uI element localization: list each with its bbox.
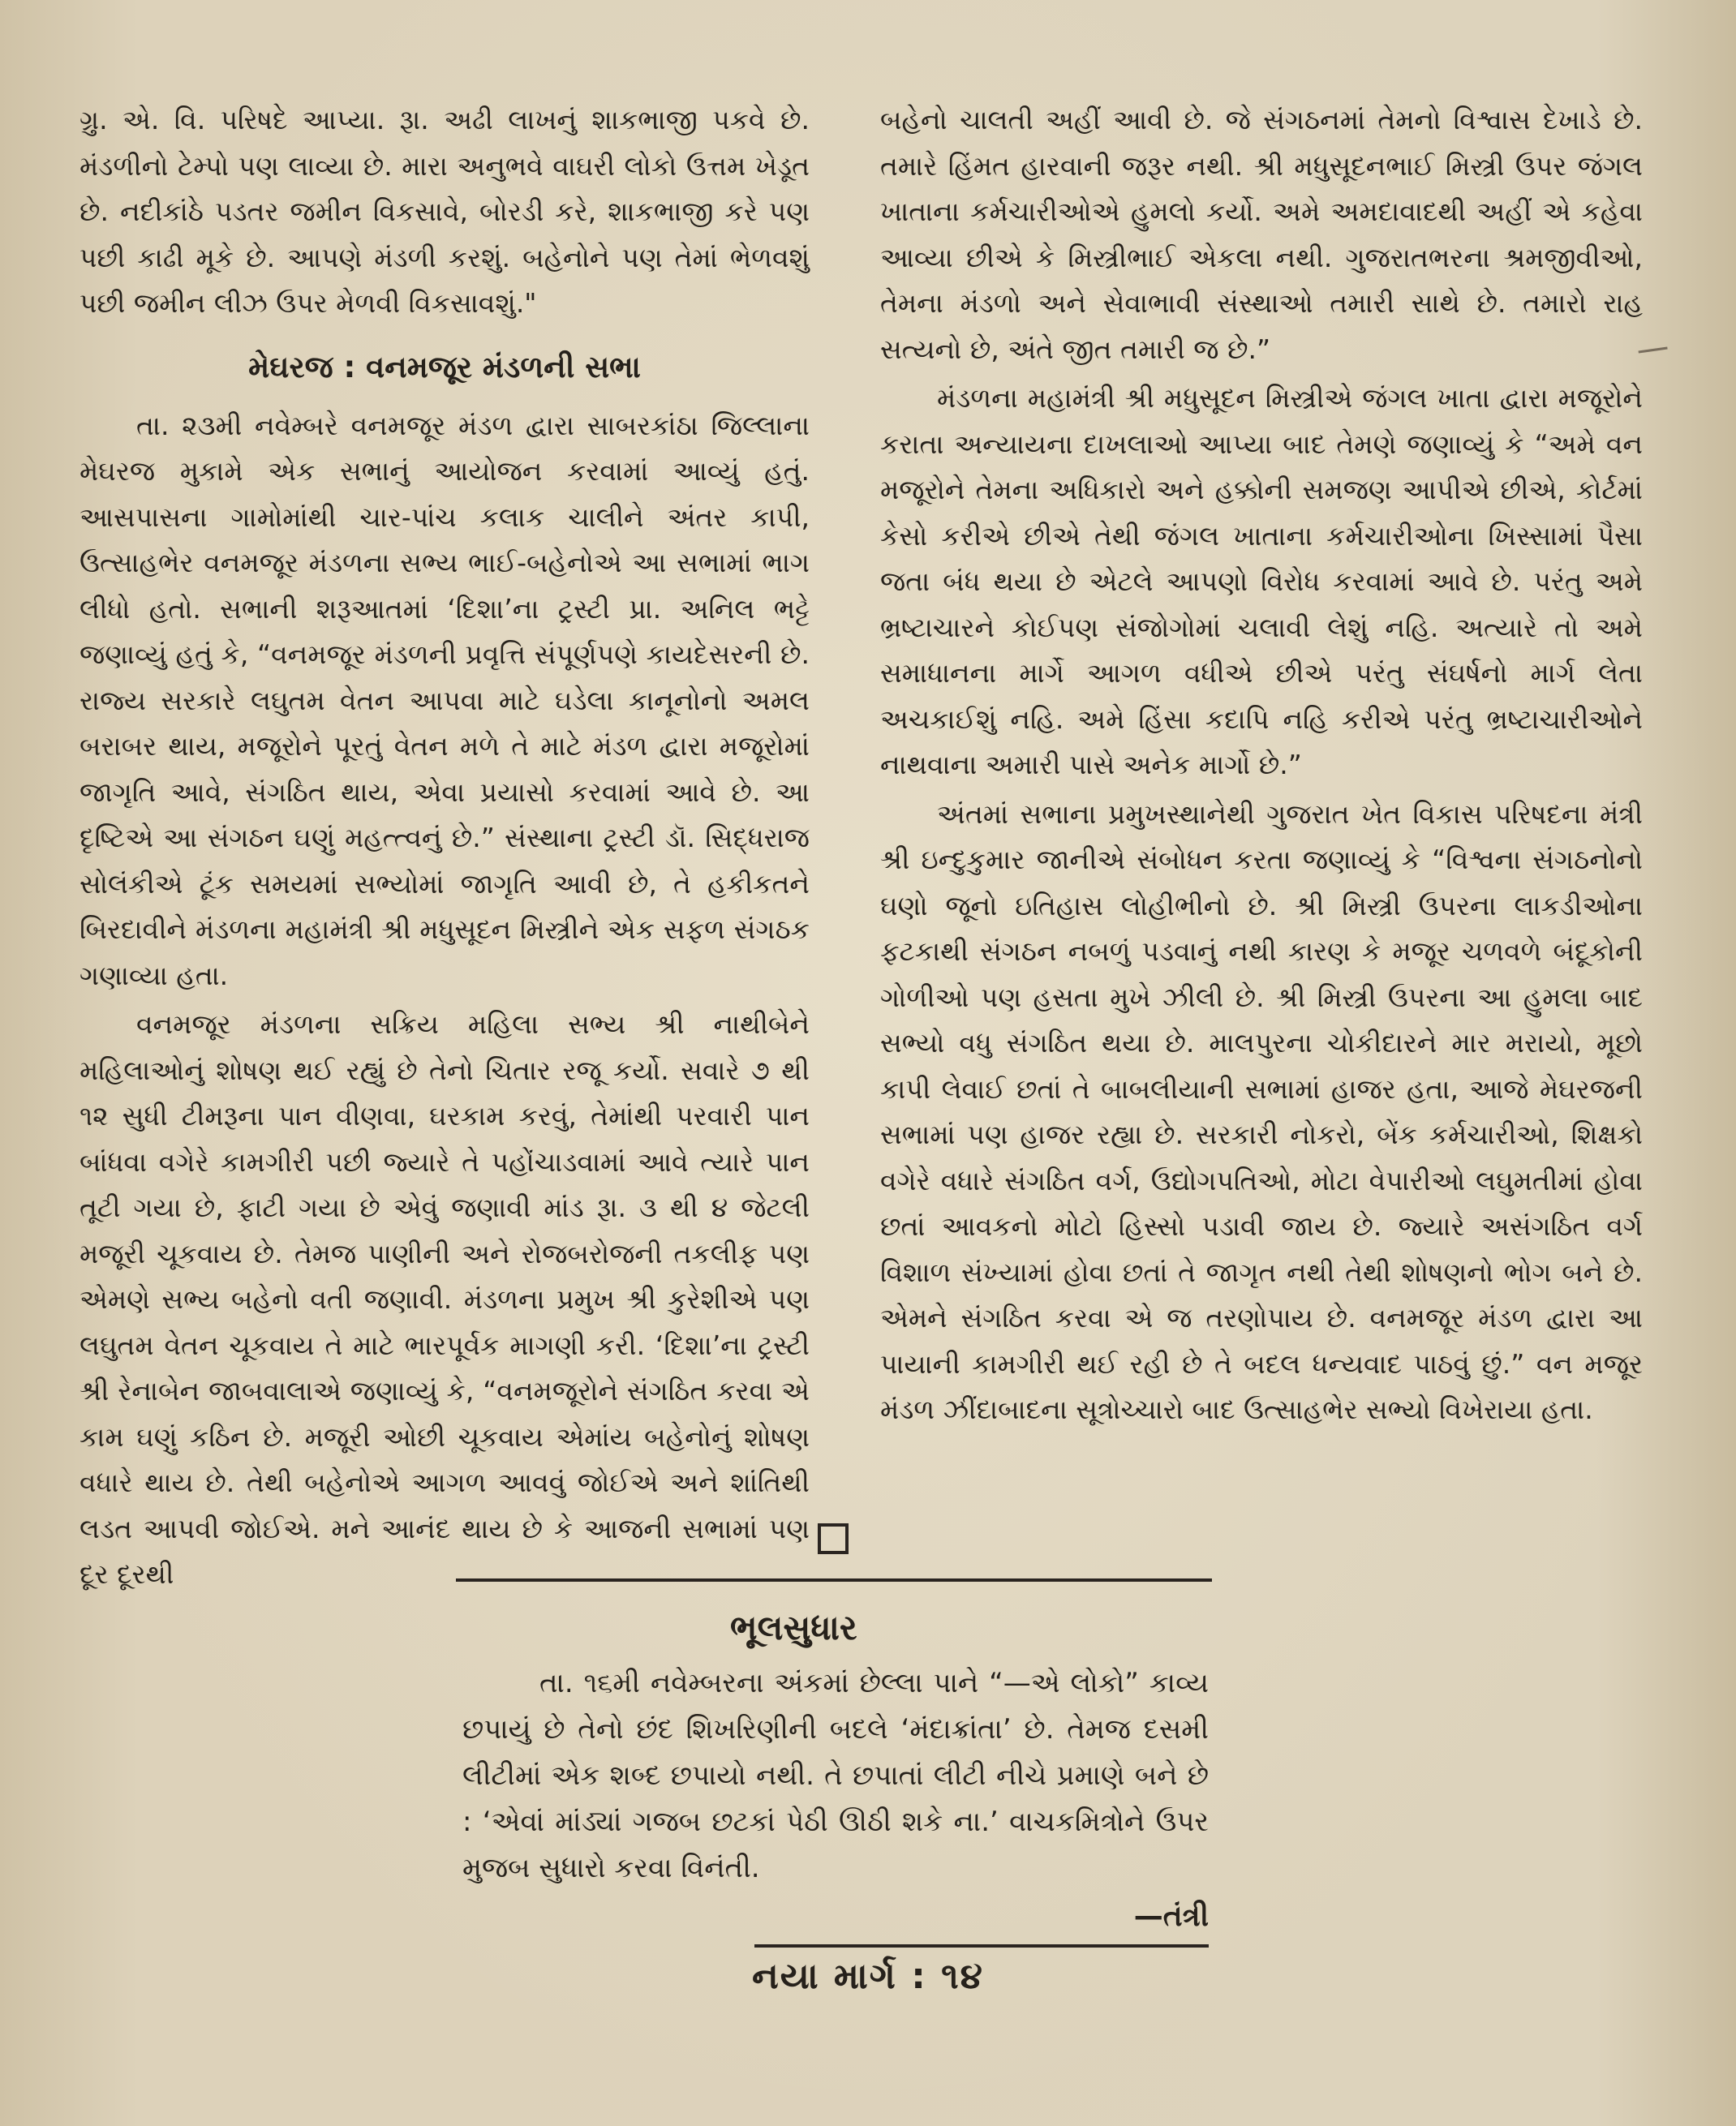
left-column	[79, 97, 810, 1598]
page-footer: નયા માર્ગ : ૧૪	[752, 1956, 984, 1997]
section-heading: મેઘરજ : વનમજૂર મંડળની સભા	[248, 349, 641, 384]
correction-title: ભૂલસુધાર	[730, 1608, 857, 1647]
right-paragraph-1: બહેનો ચાલતી અહીં આવી છે. જે સંગઠનમાં તેમનો વિશ્વાસ દેખાડે છે. તમારે હિંમત હારવાની જરૂર નથી. શ્રી મધુસૂદનભાઈ મિસ્ત્રી ઉપર જંગલ ખાતાના કર્મચારીઓએ હુમલો કર્યો. અમે અમદાવાદથી અહીં એ કહેવા આવ્યા છીએ કે મિસ્ત્રીભાઈ એકલા નથી. ગુજરાતભરના શ્રમજીવીઓ, તેમના મંડળો અને સેવાભાવી સંસ્થાઓ તમારી સાથે છે. તમારો રાહ સત્યનો છે, અંતે જીત તમારી જ છે.”	[880, 104, 1643, 365]
correction-body: તા. ૧૬મી નવેમ્બરના અંકમાં છેલ્લા પાને “—એ લોકો” કાવ્ય છપાયું છે તેનો છંદ શિખરિણીની બદલે ‘મંદાક્રાંતા’ છે. તેમજ દસમી લીટીમાં એક શબ્દ છપાયો નથી. તે છપાતાં લીટી નીચે પ્રમાણે બને છે : ‘એવાં માંડ્યાં ગજબ છટકાં પેઠી ઊઠી શકે ના.’ વાચકમિત્રોને ઉપર મુજબ સુધારો કરવા વિનંતી.	[462, 1667, 1209, 1884]
left-paragraph-1: તા. ૨૩મી નવેમ્બરે વનમજૂર મંડળ દ્વારા સાબરકાંઠા જિલ્લાના મેઘરજ મુકામે એક સભાનું આયોજન કરવામાં આવ્યું હતું. આસપાસના ગામોમાંથી ચાર-પાંચ કલાક ચાલીને અંતર કાપી, ઉત્સાહભેર વનમજૂર મંડળના સભ્ય ભાઈ-બહેનોએ આ સભામાં ભાગ લીધો હતો. સભાની શરૂઆતમાં ‘દિશા’ના ટ્રસ્ટી પ્રા. અનિલ ભટ્ટે જણાવ્યું હતું કે, “વનમજૂર મંડળની પ્રવૃત્તિ સંપૂર્ણપણે કાયદેસરની છે. રાજ્ય સરકારે લઘુતમ વેતન આપવા માટે ઘડેલા કાનૂનોનો અમલ બરાબર થાય, મજૂરોને પૂરતું વેતન મળે તે માટે મંડળ દ્વારા મજૂરોમાં જાગૃતિ આવે, સંગઠિત થાય, એવા પ્રયાસો કરવામાં આવે છે. આ દૃષ્ટિએ આ સંગઠન ઘણું મહત્ત્વનું છે.” સંસ્થાના ટ્રસ્ટી ડૉ. સિદ્ધરાજ સોલંકીએ ટૂંક સમયમાં સભ્યોમાં જાગૃતિ આવી છે, તે હકીકતને બિરદાવીને મંડળના મહામંત્રી શ્રી મધુસૂદન મિસ્ત્રીને એક સફળ સંગઠક ગણાવ્યા હતા.	[79, 409, 810, 991]
right-paragraph-3: અંતમાં સભાના પ્રમુખસ્થાનેથી ગુજરાત ખેત વિકાસ પરિષદના મંત્રી શ્રી ઇન્દુકુમાર જાનીએ સંબોધન કરતા જણાવ્યું કે “વિશ્વના સંગઠનોનો ઘણો જૂનો ઇતિહાસ લોહીભીનો છે. શ્રી મિસ્ત્રી ઉપરના લાકડીઓના ફટકાથી સંગઠન નબળું પડવાનું નથી કારણ કે મજૂર ચળવળે બંદૂકોની ગોળીઓ પણ હસતા મુખે ઝીલી છે. શ્રી મિસ્ત્રી ઉપરના આ હુમલા બાદ સભ્યો વધુ સંગઠિત થયા છે. માલપુરના ચોકીદારને માર મરાયો, મૂછો કાપી લેવાઈ છતાં તે બાબલીયાની સભામાં હાજર હતા, આજે મેઘરજની સભામાં પણ હાજર રહ્યા છે. સરકારી નોકરો, બેંક કર્મચારીઓ, શિક્ષકો વગેરે વધારે સંગઠિત વર્ગ, ઉદ્યોગપતિઓ, મોટા વેપારીઓ લઘુમતીમાં હોવા છતાં આવકનો મોટો હિસ્સો પડાવી જાય છે. જ્યારે અસંગઠિત વર્ગ વિશાળ સંખ્યામાં હોવા છતાં તે જાગૃત નથી તેથી શોષણનો ભોગ બને છે. એમને સંગઠિત કરવા એ જ તરણોપાય છે. વનમજૂર મંડળ દ્વારા આ પાયાની કામગીરી થઈ રહી છે તે બદલ ધન્યવાદ પાઠવું છું.” વન મજૂર મંડળ ઝીંદાબાદના સૂત્રોચ્ચારો બાદ ઉત્સાહભેર સભ્યો વિખેરાયા હતા.	[880, 797, 1644, 1425]
section-end-square-icon	[818, 1523, 849, 1554]
correction-notice	[462, 1594, 1209, 1948]
right-paragraph-2: મંડળના મહામંત્રી શ્રી મધુસૂદન મિસ્ત્રીએ જંગલ ખાતા દ્વારા મજૂરોને કરાતા અન્યાયના દાખલાઓ આપ્યા બાદ તેમણે જણાવ્યું કે “અમે વન મજૂરોને તેમના અધિકારો અને હક્કોની સમજણ આપીએ છીએ, કોર્ટમાં કેસો કરીએ છીએ તેથી જંગલ ખાતાના કર્મચારીઓના ખિસ્સામાં પૈસા જતા બંધ થયા છે એટલે આપણો વિરોધ કરવામાં આવે છે. પરંતુ અમે ભ્રષ્ટાચારને કોઈપણ સંજોગોમાં ચલાવી લેશું નહિ. અત્યારે તો અમે સમાધાનના માર્ગે આગળ વધીએ છીએ પરંતુ સંઘર્ષનો માર્ગ લેતા અચકાઈશું નહિ. અમે હિંસા કદાપિ નહિ કરીએ પરંતુ ભ્રષ્ટાચારીઓને નાથવાના અમારી પાસે અનેક માર્ગો છે.”	[880, 382, 1643, 780]
ink-mark	[1639, 347, 1669, 359]
intro-paragraph: ગ્રુ. એ. વિ. પરિષદે આપ્યા. રૂા. અઢી લાખનું શાકભાજી પકવે છે. મંડળીનો ટેમ્પો પણ લાવ્યા છે. મારા અનુભવે વાઘરી લોકો ઉત્તમ ખેડૂત છે. નદીકાંઠે પડતર જમીન વિકસાવે, બોરડી કરે, શાકભાજી કરે પણ પછી કાઢી મૂકે છે. આપણે મંડળી કરશું. બહેનોને પણ તેમાં ભેળવશું પછી જમીન લીઝ ઉપર મેળવી વિકસાવશું."	[79, 104, 810, 319]
left-paragraph-2: વનમજૂર મંડળના સક્રિય મહિલા સભ્ય શ્રી નાથીબેને મહિલાઓનું શોષણ થઈ રહ્યું છે તેનો ચિતાર રજૂ કર્યો. સવારે ૭ થી ૧૨ સુધી ટીમરૂના પાન વીણવા, ઘરકામ કરવું, તેમાંથી પરવારી પાન બાંધવા વગેરે કામગીરી પછી જ્યારે તે પહોંચાડવામાં આવે ત્યારે પાન તૂટી ગયા છે, ફાટી ગયા છે એવું જણાવી માંડ રૂા. ૩ થી ૪ જેટલી મજૂરી ચૂકવાય છે. તેમજ પાણીની અને રોજબરોજની તકલીફ પણ એમણે સભ્ય બહેનો વતી જણાવી. મંડળના પ્રમુખ શ્રી કુરેશીએ પણ લઘુતમ વેતન ચૂકવાય તે માટે ભારપૂર્વક માગણી કરી. ‘દિશા’ના ટ્રસ્ટી શ્રી રેનાબેન જાબવાલાએ જણાવ્યું કે, “વનમજૂરોને સંગઠિત કરવા એ કામ ઘણું કઠિન છે. મજૂરી ઓછી ચૂકવાય એમાંય બહેનોનું શોષણ વધારે થાય છે. તેથી બહેનોએ આગળ આવવું જોઈએ અને શાંતિથી લડત આપવી જોઈએ. મને આનંદ થાય છે કે આજની સભામાં પણ દૂર દૂરથી	[79, 1008, 810, 1590]
divider-rule	[456, 1578, 1212, 1582]
correction-underline	[754, 1944, 1209, 1948]
editor-signature: —તંત્રી	[1133, 1900, 1209, 1933]
right-column	[880, 97, 1643, 1433]
